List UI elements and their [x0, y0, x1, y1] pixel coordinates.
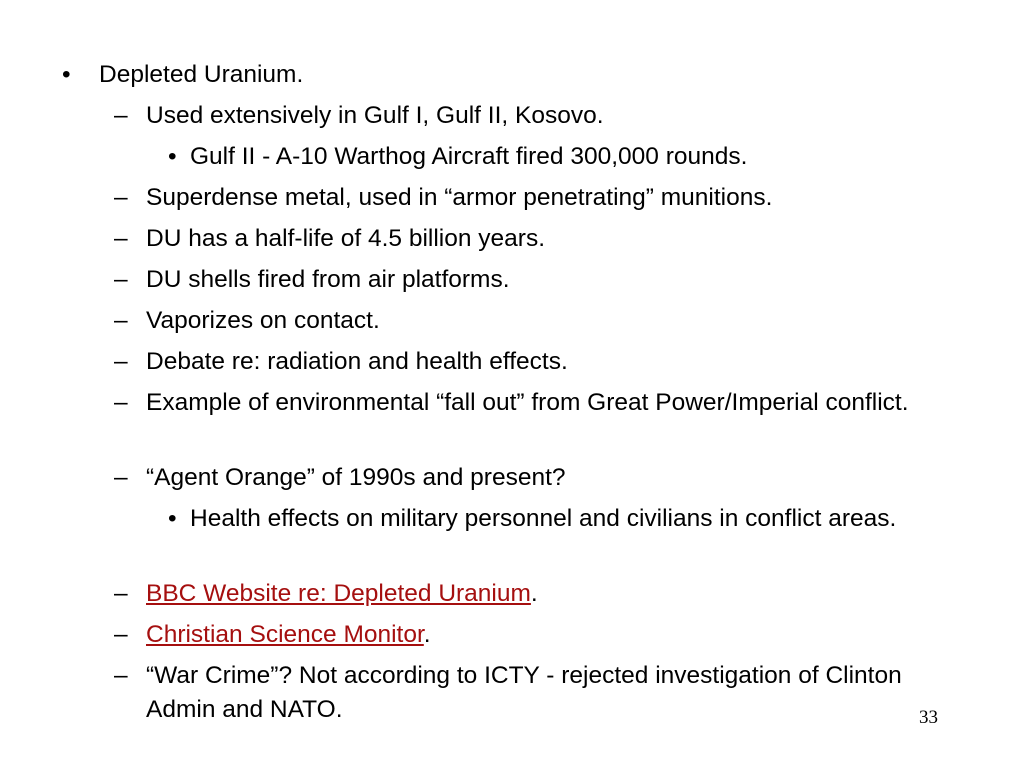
bullet-marker: •	[168, 143, 177, 170]
dash-marker: –	[114, 184, 128, 211]
subbullet-vaporizes	[114, 304, 954, 338]
dash-marker: –	[114, 580, 128, 607]
bullet-text: DU shells fired from air platforms.	[146, 266, 510, 293]
subbullet-superdense-metal	[114, 181, 954, 215]
dash-marker: –	[114, 464, 128, 491]
dash-marker: –	[114, 102, 128, 129]
bullet-text: Example of environmental “fall out” from Great Power/Imperial conflict.	[146, 389, 909, 416]
bullet-text: “Agent Orange” of 1990s and present?	[146, 464, 566, 491]
subbullet-environmental-fallout	[114, 386, 934, 420]
bullet-text: Depleted Uranium.	[99, 61, 304, 88]
bullet-text: DU has a half-life of 4.5 billion years.	[146, 225, 545, 252]
link-suffix: .	[530, 580, 538, 607]
subbullet-agent-orange	[114, 461, 954, 495]
dash-marker: –	[114, 225, 128, 252]
dash-marker: –	[114, 348, 128, 375]
dash-marker: –	[114, 389, 128, 416]
bullet-text: Debate re: radiation and health effects.	[146, 348, 568, 375]
bullet-depleted-uranium	[62, 58, 962, 92]
subsubbullet-health-effects	[168, 502, 938, 536]
subbullet-bbc-link	[114, 577, 954, 611]
subbullet-csm-link	[114, 618, 954, 652]
dash-marker: –	[114, 307, 128, 334]
bullet-text: Health effects on military personnel and civilians in conflict areas.	[190, 505, 897, 532]
link-suffix: .	[423, 621, 431, 648]
bullet-text: Superdense metal, used in “armor penetrating” munitions.	[146, 184, 773, 211]
dash-marker: –	[114, 266, 128, 293]
subbullet-used-extensively	[114, 99, 954, 133]
christian-science-monitor-link[interactable]: Christian Science Monitor	[146, 621, 424, 648]
subbullet-du-shells	[114, 263, 954, 297]
subsubbullet-gulf-ii	[168, 140, 958, 174]
subbullet-half-life	[114, 222, 954, 256]
subbullet-war-crime	[114, 659, 934, 727]
bullet-text: Used extensively in Gulf I, Gulf II, Kosovo.	[146, 102, 604, 129]
bullet-text: Gulf II - A-10 Warthog Aircraft fired 300,000 rounds.	[190, 143, 748, 170]
bullet-text: “War Crime”? Not according to ICTY - rejected investigation of Clinton Admin and NATO.	[146, 662, 902, 723]
dash-marker: –	[114, 662, 128, 689]
bbc-website-link[interactable]: BBC Website re: Depleted Uranium	[146, 580, 531, 607]
bullet-marker: •	[62, 61, 71, 88]
dash-marker: –	[114, 621, 128, 648]
page-number: 33	[919, 707, 938, 728]
subbullet-debate	[114, 345, 954, 379]
bullet-text: Vaporizes on contact.	[146, 307, 380, 334]
bullet-marker: •	[168, 505, 177, 532]
